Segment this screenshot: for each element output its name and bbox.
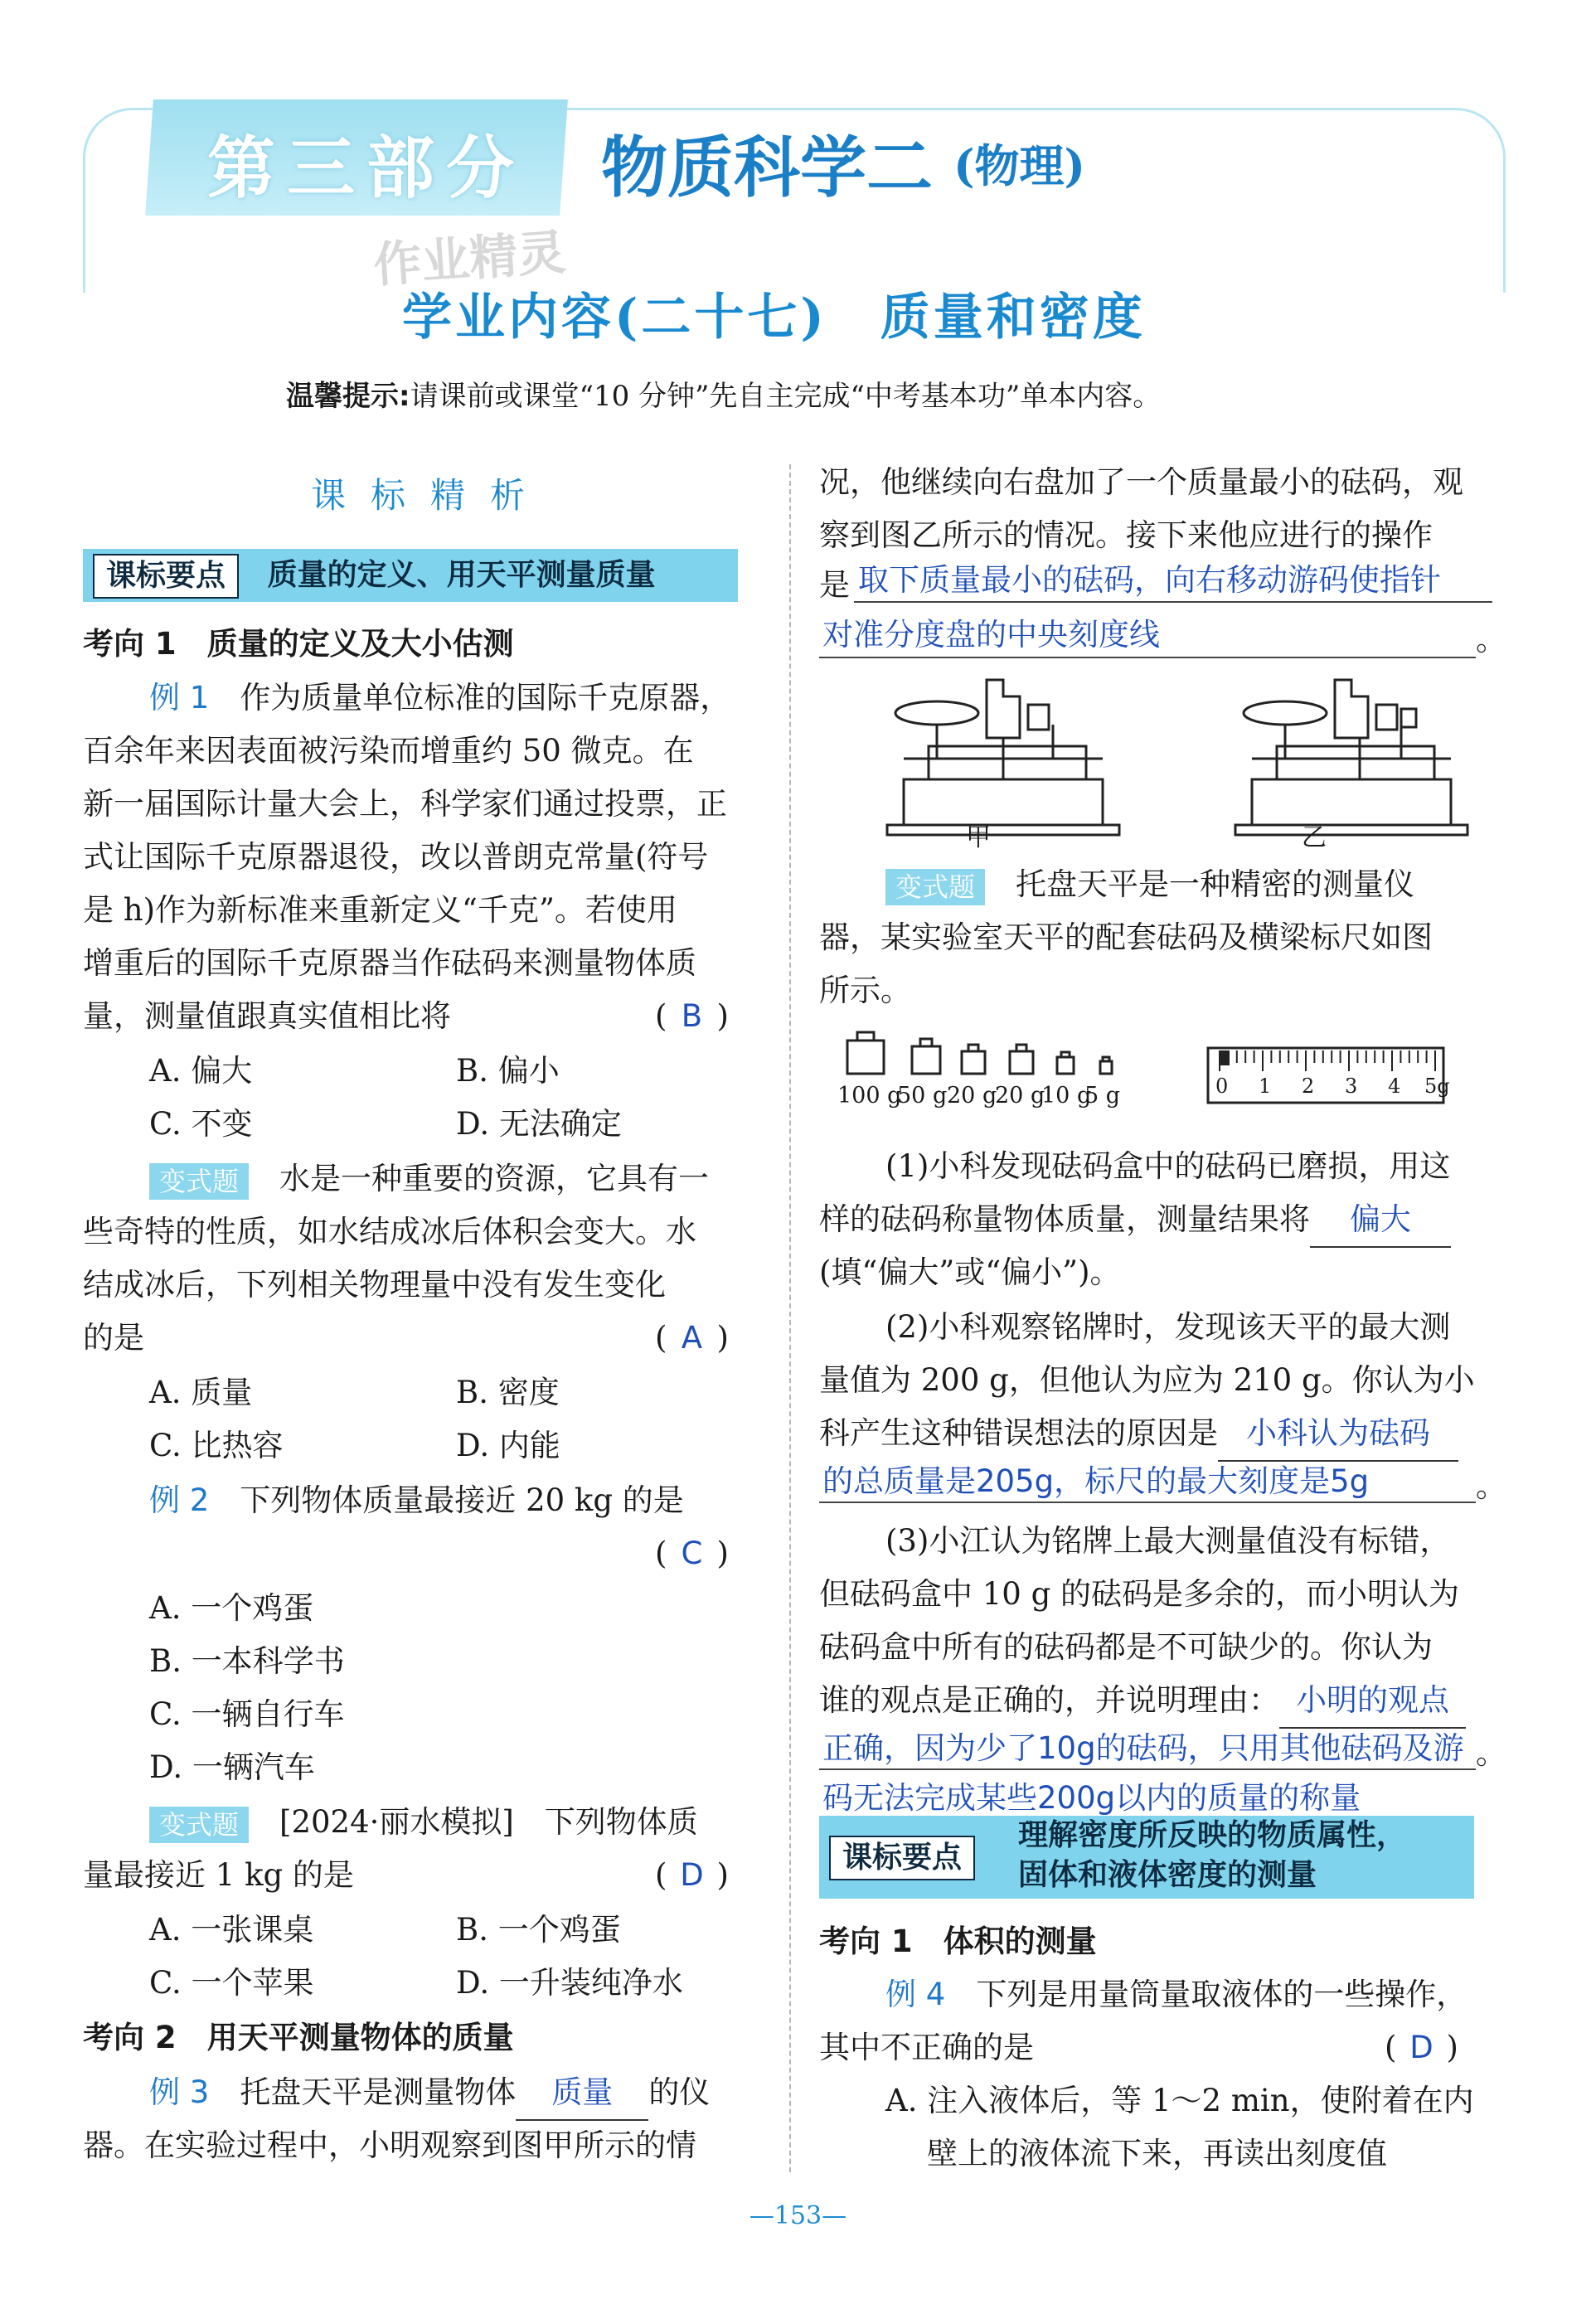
option: C. 比热容 bbox=[149, 1428, 284, 1463]
figure-label: 甲 bbox=[966, 823, 991, 852]
option: C. 不变 bbox=[149, 1106, 253, 1142]
answer-bracket: ( C ) bbox=[655, 1527, 729, 1580]
q1-line: (填“偏大”或“偏小”)。 bbox=[819, 1254, 1121, 1290]
variant-3 bbox=[885, 858, 1414, 911]
q1-line bbox=[819, 1193, 1451, 1248]
part-label: 第三部分 bbox=[207, 129, 526, 208]
variant-line: 器，某实验室天平的配套砝码及横梁标尺如图 bbox=[819, 919, 1433, 955]
answer-line bbox=[819, 657, 1476, 658]
answer-line bbox=[819, 1768, 1476, 1770]
weight-10g bbox=[1057, 1057, 1074, 1074]
weight-5g bbox=[1100, 1061, 1112, 1074]
unit-title: 物质科学二 bbox=[601, 129, 933, 206]
answer-bracket: ( A ) bbox=[655, 1312, 729, 1365]
weight-set bbox=[837, 1028, 1186, 1086]
answer-line bbox=[819, 1502, 1476, 1503]
key-point-text bbox=[1018, 1816, 1406, 1895]
example-1-line: 是 h)作为新标准来重新定义“千克”。若使用 bbox=[83, 892, 677, 928]
key-point-tag-1 bbox=[83, 549, 738, 602]
example-1 bbox=[83, 672, 730, 725]
example-1-line: 式让国际千克原器退役，改以普朗克常量(符号 bbox=[83, 839, 709, 875]
variant-line: 些奇特的性质，如水结成冰后体积会变大。水 bbox=[83, 1214, 696, 1249]
variant-line: 所示。 bbox=[819, 973, 911, 1008]
q2-line: (2)小科观察铭牌时，发现该天平的最大测 bbox=[885, 1309, 1451, 1345]
balance-b bbox=[1235, 680, 1467, 835]
example-1-label: 例 1 bbox=[149, 680, 210, 716]
variant-2 bbox=[149, 1796, 698, 1849]
lesson-title: 学业内容(二十七) 质量和密度 bbox=[402, 289, 1146, 347]
scale-tick-label: 4 bbox=[1388, 1075, 1401, 1098]
weight-50g bbox=[912, 1046, 940, 1074]
example-3 bbox=[149, 2066, 710, 2121]
answer: B bbox=[681, 998, 703, 1034]
figure-label: 乙 bbox=[1302, 823, 1327, 852]
option: A. 偏大 bbox=[149, 1053, 253, 1089]
balance-a bbox=[887, 680, 1119, 835]
example-3-line: 察到图乙所示的情况。接下来他应进行的操作 bbox=[819, 517, 1433, 553]
option: D. 无法确定 bbox=[456, 1106, 622, 1142]
example-2 bbox=[149, 1474, 684, 1527]
tip-label: 温馨提示: bbox=[286, 380, 410, 413]
example-1-line: 百余年来因表面被污染而增重约 50 微克。在 bbox=[83, 733, 694, 769]
weight-100g bbox=[847, 1041, 884, 1074]
example-1-line: 新一届国际计量大会上，科学家们通过投票，正 bbox=[83, 786, 727, 822]
variant-line: [2024·丽水模拟] 下列物体质 bbox=[279, 1804, 698, 1840]
example-3-line: 是 bbox=[819, 567, 850, 603]
variant-badge: 变式题 bbox=[149, 1163, 249, 1200]
variant-badge: 变式题 bbox=[885, 869, 985, 905]
scale-tick-label: 5g bbox=[1424, 1075, 1450, 1098]
weight-label: 5 g bbox=[1084, 1083, 1121, 1109]
scale-labels bbox=[1215, 1075, 1448, 1098]
example-4-text: 下列是用量筒量取液体的一些操作， bbox=[976, 1977, 1467, 2012]
option: A. 注入液体后，等 1～2 min，使附着在内 bbox=[885, 2083, 1474, 2118]
option: C. 一个苹果 bbox=[149, 1965, 314, 2001]
example-3-line: 况，他继续向右盘加了一个质量最小的砝码，观 bbox=[819, 464, 1463, 500]
answer: D bbox=[1409, 2030, 1433, 2065]
variant-line: 结成冰后，下列相关物理量中没有发生变化 bbox=[83, 1267, 666, 1303]
variant-line: 量最接近 1 kg 的是 bbox=[83, 1857, 354, 1893]
weight-20g bbox=[1010, 1051, 1033, 1074]
unit-subtitle: (物理) bbox=[953, 139, 1086, 192]
handwritten-answer: 取下质量最小的砝码，向右移动游码使指针 bbox=[858, 562, 1441, 598]
variant-badge: 变式题 bbox=[149, 1807, 249, 1843]
scale-tick-label: 3 bbox=[1345, 1075, 1358, 1098]
example-1-line: 增重后的国际千克原器当作砝码来测量物体质 bbox=[83, 945, 696, 981]
direction-3: 考向 1 体积的测量 bbox=[819, 1924, 1097, 1959]
example-3-text: 的仪 bbox=[648, 2074, 711, 2110]
example-4 bbox=[885, 1968, 1467, 2021]
answer-line bbox=[854, 601, 1492, 603]
q3-line: 但砝码盒中 10 g 的砝码是多余的，而小明认为 bbox=[819, 1576, 1460, 1612]
example-3-label: 例 3 bbox=[149, 2074, 210, 2110]
answer: D bbox=[680, 1857, 704, 1893]
example-1-line: 量，测量值跟真实值相比将 bbox=[83, 998, 451, 1034]
variant-line: 托盘天平是一种精密的测量仪 bbox=[1016, 866, 1415, 902]
example-3-line: 器。在实验过程中，小明观察到图甲所示的情 bbox=[83, 2127, 696, 2163]
tip-text: 请课前或课堂“10 分钟”先自主完成“中考基本功”单本内容。 bbox=[410, 380, 1162, 413]
example-4-line: 其中不正确的是 bbox=[819, 2030, 1034, 2065]
example-1-line: 作为质量单位标准的国际千克原器， bbox=[240, 680, 731, 716]
option: C. 一辆自行车 bbox=[149, 1696, 345, 1732]
direction-2: 考向 2 用天平测量物体的质量 bbox=[83, 2020, 514, 2055]
weight-label: 50 g bbox=[897, 1083, 948, 1109]
period: 。 bbox=[1476, 1468, 1506, 1504]
q3-line: (3)小江认为铭牌上最大测量值没有标错， bbox=[885, 1523, 1451, 1559]
q2-line bbox=[819, 1407, 1458, 1462]
example-2-text: 下列物体质量最接近 20 kg 的是 bbox=[240, 1482, 684, 1518]
option: B. 一个鸡蛋 bbox=[456, 1912, 621, 1948]
variant-line: 水是一种重要的资源，它具有一 bbox=[279, 1161, 710, 1196]
variant-line: 的是 bbox=[83, 1320, 144, 1356]
option: D. 一升装纯净水 bbox=[456, 1965, 683, 2001]
scale-tick-label: 1 bbox=[1259, 1075, 1272, 1098]
option: B. 一本科学书 bbox=[149, 1643, 345, 1679]
handwritten-answer: 对准分度盘的中央刻度线 bbox=[822, 617, 1160, 653]
key-point-tag-2 bbox=[819, 1816, 1474, 1899]
scale-tick-label: 2 bbox=[1302, 1075, 1315, 1098]
q2-line: 量值为 200 g，但他认为应为 210 g。你认为小 bbox=[819, 1362, 1475, 1398]
q3-answer: 小明的观点 bbox=[1279, 1674, 1466, 1729]
example-2-label: 例 2 bbox=[149, 1482, 210, 1518]
weight-label: 20 g bbox=[947, 1083, 997, 1109]
period: 。 bbox=[1476, 1735, 1506, 1771]
key-point-line: 理解密度所反映的物质属性， bbox=[1018, 1818, 1407, 1852]
page-number: —153— bbox=[749, 2201, 847, 2230]
q1-answer: 偏大 bbox=[1310, 1193, 1451, 1248]
q2-text: 科产生这种错误想法的原因是 bbox=[819, 1415, 1218, 1451]
answer: C bbox=[681, 1535, 703, 1571]
q3-text: 谁的观点是正确的，并说明理由： bbox=[819, 1682, 1279, 1718]
example-3-fill: 质量 bbox=[516, 2066, 648, 2121]
key-point-key: 课标要点 bbox=[93, 554, 239, 599]
q1-text: 样的砝码称量物体质量，测量结果将 bbox=[819, 1201, 1310, 1237]
example-3-text: 托盘天平是测量物体 bbox=[240, 2074, 517, 2110]
key-point-text: 质量的定义、用天平测量质量 bbox=[267, 558, 656, 592]
answer-bracket: ( B ) bbox=[655, 990, 729, 1043]
q3-answer: 码无法完成某些200g以内的质量的称量 bbox=[822, 1780, 1361, 1816]
watermark: 作业精灵 bbox=[371, 223, 568, 294]
weight-20g bbox=[962, 1051, 985, 1074]
weight-label: 20 g bbox=[995, 1083, 1045, 1109]
key-point-key: 课标要点 bbox=[829, 1836, 975, 1880]
option: 壁上的液体流下来，再读出刻度值 bbox=[927, 2136, 1387, 2171]
option: D. 内能 bbox=[456, 1428, 560, 1463]
q3-line: 砝码盒中所有的砝码都是不可缺少的。你认为 bbox=[819, 1629, 1433, 1665]
scale-tick-label: 0 bbox=[1215, 1075, 1229, 1098]
answer-bracket: ( D ) bbox=[1385, 2021, 1458, 2074]
q2-answer: 小科认为砝码 bbox=[1218, 1407, 1458, 1462]
q1-line: (1)小科发现砝码盒中的砝码已磨损，用这 bbox=[885, 1148, 1451, 1184]
option: A. 一张课桌 bbox=[149, 1912, 314, 1948]
q3-line bbox=[819, 1674, 1466, 1729]
answer: A bbox=[681, 1320, 703, 1356]
direction-1: 考向 1 质量的定义及大小估测 bbox=[83, 626, 514, 662]
weight-label: 100 g bbox=[837, 1083, 902, 1109]
section-title: 课标精析 bbox=[311, 475, 551, 516]
variant-1 bbox=[149, 1152, 709, 1206]
period: 。 bbox=[1476, 622, 1506, 657]
q3-answer: 正确，因为少了10g的砝码，只用其他砝码及游 bbox=[822, 1730, 1464, 1766]
weight-labels bbox=[837, 1083, 1120, 1109]
column-divider bbox=[789, 464, 791, 2172]
key-point-line: 固体和液体密度的测量 bbox=[1018, 1858, 1317, 1892]
option: A. 一个鸡蛋 bbox=[149, 1590, 314, 1626]
option: B. 密度 bbox=[456, 1375, 560, 1410]
example-4-label: 例 4 bbox=[885, 1977, 946, 2012]
option: A. 质量 bbox=[149, 1375, 253, 1410]
option: B. 偏小 bbox=[456, 1053, 560, 1089]
weight-label: 10 g bbox=[1041, 1083, 1092, 1109]
tip bbox=[286, 373, 1161, 414]
option: D. 一辆汽车 bbox=[149, 1749, 315, 1785]
q2-answer: 的总质量是205g，标尺的最大刻度是5g bbox=[822, 1463, 1370, 1499]
answer-bracket: ( D ) bbox=[655, 1849, 729, 1902]
